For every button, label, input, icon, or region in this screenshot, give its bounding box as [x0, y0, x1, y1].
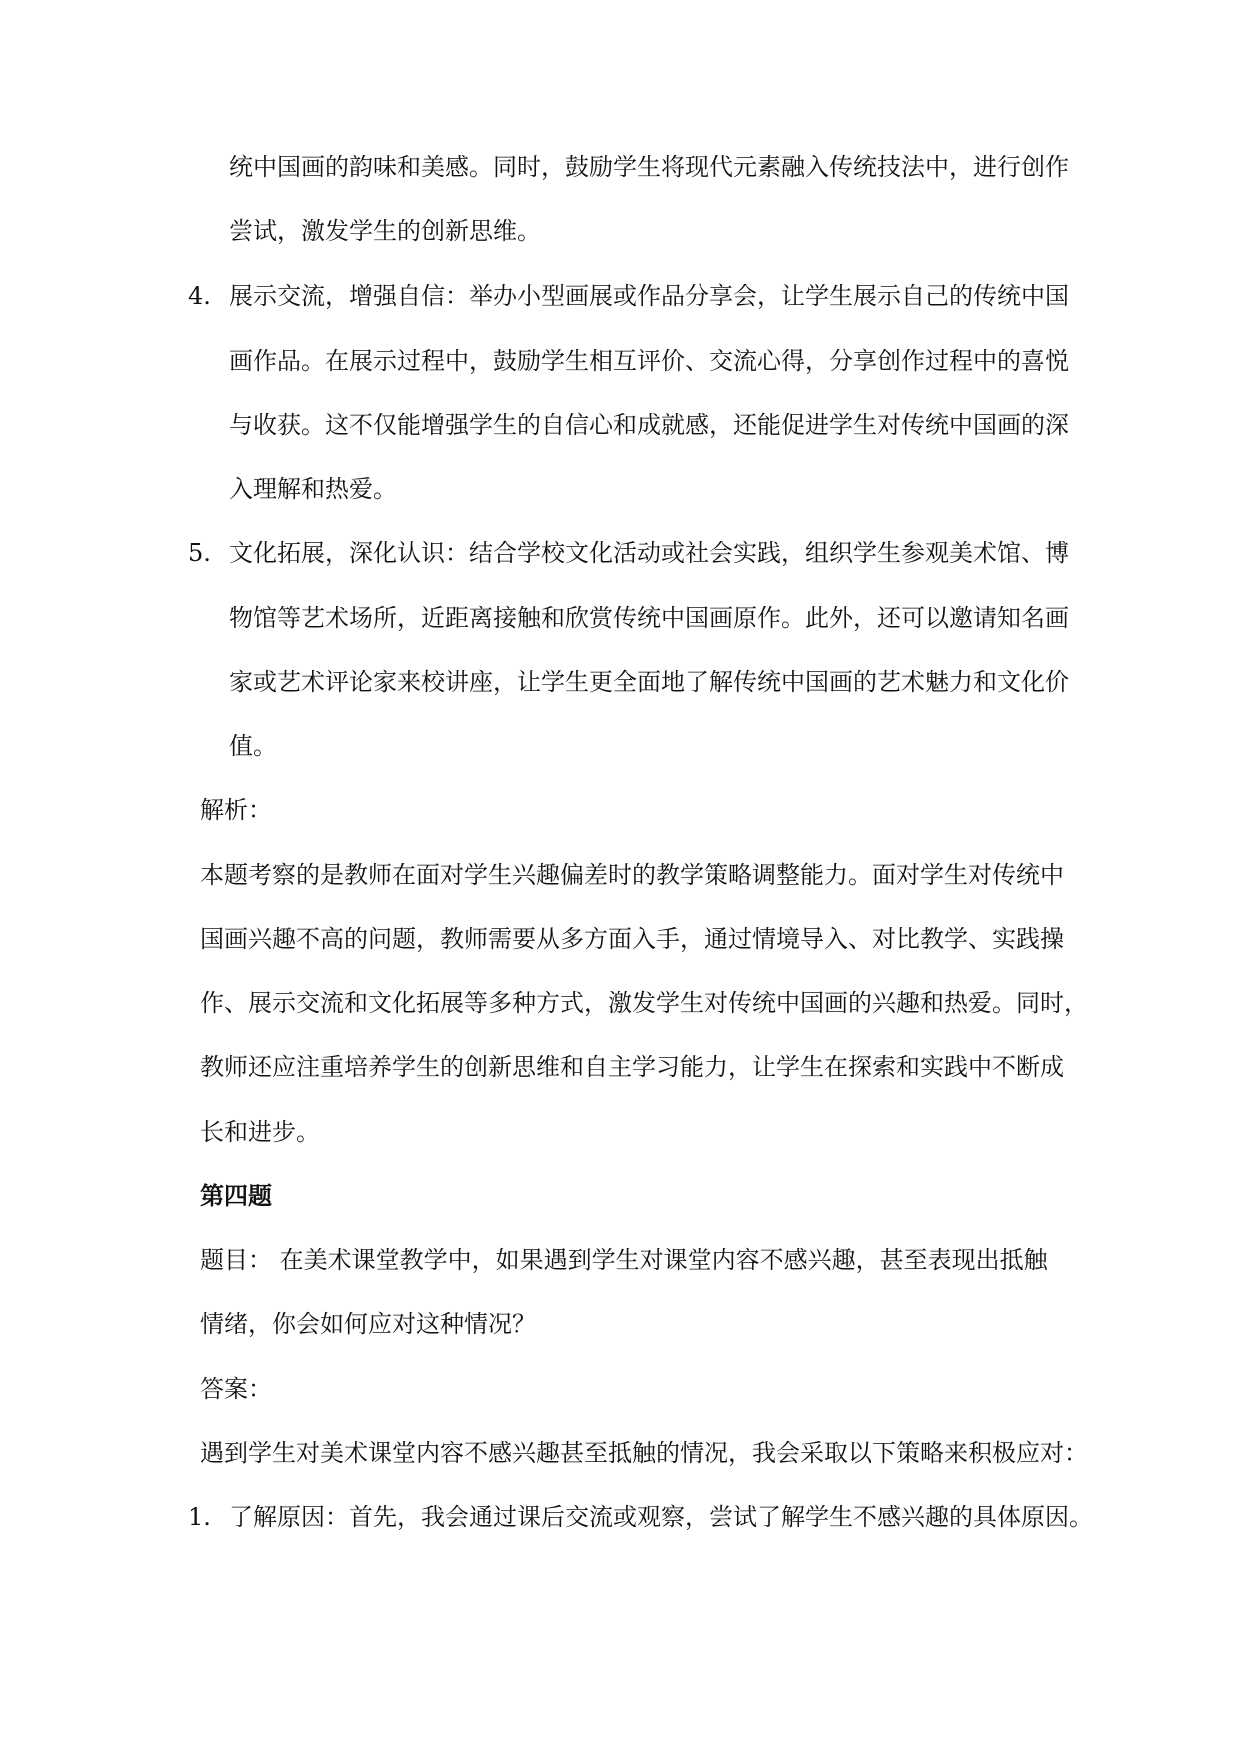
answer-label: 答案： [200, 1375, 272, 1403]
list-number: 5. [188, 539, 211, 567]
paragraph-line: 统中国画的韵味和美感。同时，鼓励学生将现代元素融入传统技法中，进行创作 [229, 153, 1069, 181]
analysis-line: 教师还应注重培养学生的创新思维和自主学习能力，让学生在探索和实践中不断成 [200, 1053, 1064, 1081]
list-item-5-line: 值。 [229, 732, 277, 760]
question-line: 题目： 在美术课堂教学中，如果遇到学生对课堂内容不感兴趣，甚至表现出抵触 [200, 1246, 1048, 1274]
answer-line: 遇到学生对美术课堂内容不感兴趣甚至抵触的情况，我会采取以下策略来积极应对： [200, 1439, 1088, 1467]
list-item-4-line: 展示交流，增强自信：举办小型画展或作品分享会，让学生展示自己的传统中国 [229, 282, 1069, 310]
analysis-label: 解析： [200, 796, 272, 824]
question-line: 情绪，你会如何应对这种情况？ [200, 1310, 536, 1338]
analysis-line: 作、展示交流和文化拓展等多种方式，激发学生对传统中国画的兴趣和热爱。同时， [200, 989, 1088, 1017]
list-item-4-line: 画作品。在展示过程中，鼓励学生相互评价、交流心得，分享创作过程中的喜悦 [229, 347, 1069, 375]
analysis-line: 长和进步。 [200, 1118, 320, 1146]
list-number: 4. [188, 282, 211, 310]
section-heading: 第四题 [200, 1181, 272, 1210]
list-number: 1. [188, 1503, 211, 1531]
analysis-line: 本题考察的是教师在面对学生兴趣偏差时的教学策略调整能力。面对学生对传统中 [200, 861, 1064, 889]
list-item-5-line: 家或艺术评论家来校讲座，让学生更全面地了解传统中国画的艺术魅力和文化价 [229, 668, 1069, 696]
list-item-1-line: 了解原因：首先，我会通过课后交流或观察，尝试了解学生不感兴趣的具体原因。 [229, 1503, 1093, 1531]
analysis-line: 国画兴趣不高的问题，教师需要从多方面入手，通过情境导入、对比教学、实践操 [200, 925, 1064, 953]
paragraph-line: 尝试，激发学生的创新思维。 [229, 217, 541, 245]
list-item-4-line: 入理解和热爱。 [229, 475, 397, 503]
list-item-5-line: 文化拓展，深化认识：结合学校文化活动或社会实践，组织学生参观美术馆、博 [229, 539, 1069, 567]
list-item-5-line: 物馆等艺术场所，近距离接触和欣赏传统中国画原作。此外，还可以邀请知名画 [229, 604, 1069, 632]
list-item-4-line: 与收获。这不仅能增强学生的自信心和成就感，还能促进学生对传统中国画的深 [229, 411, 1069, 439]
